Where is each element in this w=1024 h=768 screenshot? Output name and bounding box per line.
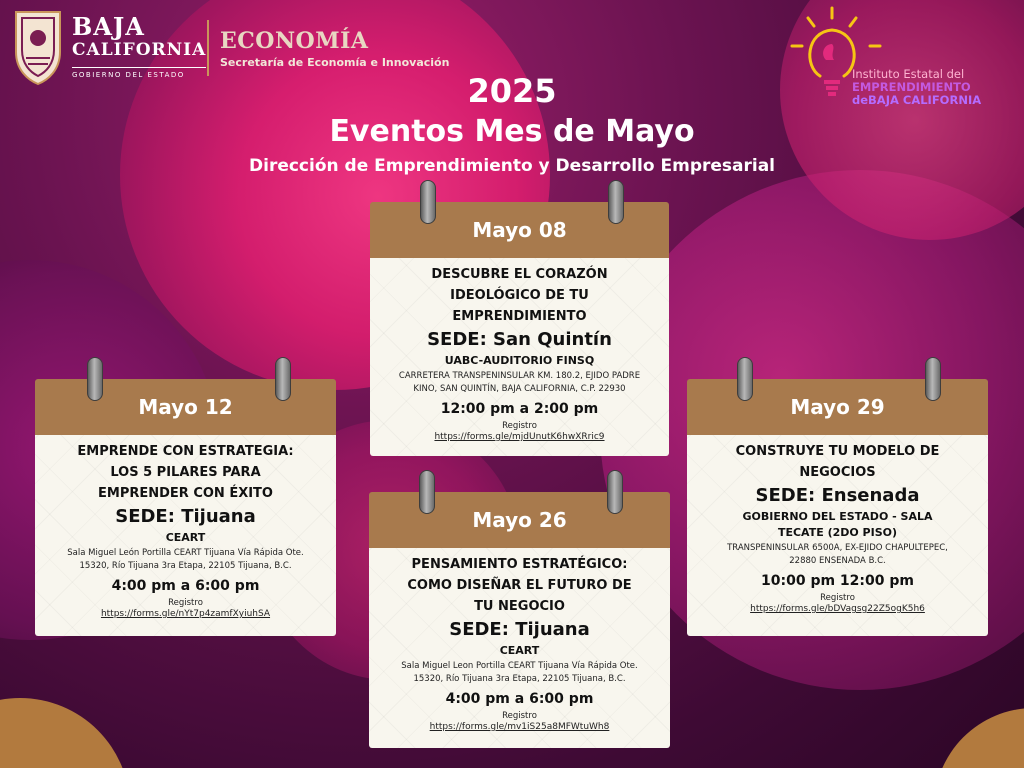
binder-ring-icon <box>607 470 623 514</box>
decorative-corner <box>0 698 130 768</box>
event-venue-name: UABC-AUDITORIO FINSQ <box>444 354 595 367</box>
binder-ring-icon <box>420 180 436 224</box>
event-venue-city: SEDE: San Quintín <box>427 329 612 350</box>
header-divider <box>207 20 209 76</box>
binder-ring-icon <box>419 470 435 514</box>
registration-link[interactable]: https://forms.gle/mv1iS25a8MFWtuWh8 <box>429 722 610 732</box>
event-date: Mayo 26 <box>369 492 670 548</box>
registration-label: Registro <box>502 421 537 431</box>
registration-link[interactable]: https://forms.gle/bDVagsg22Z5ogK5h6 <box>750 604 925 614</box>
event-card-mayo-26 <box>369 492 670 748</box>
gov-name-line3: GOBIERNO DEL ESTADO <box>72 67 206 79</box>
institute-line3: deBAJA CALIFORNIA <box>852 93 982 107</box>
binder-ring-icon <box>737 357 753 401</box>
event-title: PENSAMIENTO ESTRATÉGICO: COMO DISEÑAR EL FUTURO DE TU NEGOCIO <box>407 557 632 614</box>
event-address: CARRETERA TRANSPENINSULAR KM. 180.2, EJIDO PADRE KINO, SAN QUINTÍN, BAJA CALIFORNIA, C.P. 22930 <box>398 371 641 394</box>
gov-name-line2: CALIFORNIA <box>72 40 207 60</box>
event-venue-city: SEDE: Ensenada <box>755 485 920 506</box>
page-subtitle: Dirección de Emprendimiento y Desarrollo Empresarial <box>249 156 775 176</box>
event-date: Mayo 29 <box>687 379 988 435</box>
event-address: TRANSPENINSULAR 6500A, EX-EJIDO CHAPULTEPEC, 22880 ENSENADA B.C. <box>727 543 948 566</box>
gov-name-line1: BAJA <box>72 12 145 41</box>
event-title: EMPRENDE CON ESTRATEGIA: LOS 5 PILARES PARA EMPRENDER CON ÉXITO <box>77 444 294 501</box>
event-venue-name: CEART <box>165 531 206 544</box>
event-address: Sala Miguel Leon Portilla CEART Tijuana Vía Rápida Ote. 15320, Río Tijuana 3ra Etapa, 22105 Tijuana, B.C. <box>401 661 638 684</box>
event-card-mayo-08 <box>370 202 669 456</box>
event-time: 4:00 pm a 6:00 pm <box>445 691 594 707</box>
economy-logo <box>220 28 449 69</box>
event-card-mayo-29 <box>687 379 988 636</box>
event-time: 4:00 pm a 6:00 pm <box>111 578 260 594</box>
page-title: Eventos Mes de Mayo <box>329 114 695 149</box>
registration-label: Registro <box>168 598 203 608</box>
event-card-mayo-12 <box>35 379 336 636</box>
institute-line2: EMPRENDIMIENTO <box>852 80 971 94</box>
event-address: Sala Miguel León Portilla CEART Tijuana Vía Rápida Ote. 15320, Río Tijuana 3ra Etapa, 22105 Tijuana, B.C. <box>67 548 304 571</box>
event-time: 12:00 pm a 2:00 pm <box>440 401 599 417</box>
registration-link[interactable]: https://forms.gle/mjdUnutK6hwXRric9 <box>434 432 605 442</box>
event-time: 10:00 pm 12:00 pm <box>761 573 914 589</box>
event-venue-city: SEDE: Tijuana <box>115 506 256 527</box>
event-date: Mayo 08 <box>370 202 669 258</box>
economy-title: ECONOMÍA <box>220 28 369 54</box>
event-title: DESCUBRE EL CORAZÓN IDEOLÓGICO DE TU EMPRENDIMIENTO <box>431 267 608 324</box>
registration-link[interactable]: https://forms.gle/nYt7p4zamfXyiuhSA <box>100 609 271 619</box>
registration-label: Registro <box>502 711 537 721</box>
page-year: 2025 <box>467 72 557 110</box>
event-venue-city: SEDE: Tijuana <box>449 619 590 640</box>
binder-ring-icon <box>608 180 624 224</box>
binder-ring-icon <box>925 357 941 401</box>
event-date: Mayo 12 <box>35 379 336 435</box>
binder-ring-icon <box>87 357 103 401</box>
economy-subtitle: Secretaría de Economía e Innovación <box>220 56 450 69</box>
event-venue-name: CEART <box>499 644 540 657</box>
binder-ring-icon <box>275 357 291 401</box>
event-venue-name: GOBIERNO DEL ESTADO - SALA TECATE (2DO PISO) <box>742 510 933 539</box>
institute-line1: Instituto Estatal del <box>852 67 965 81</box>
registration-label: Registro <box>820 593 855 603</box>
event-title: CONSTRUYE TU MODELO DE NEGOCIOS <box>735 444 940 480</box>
decorative-corner <box>934 708 1024 768</box>
